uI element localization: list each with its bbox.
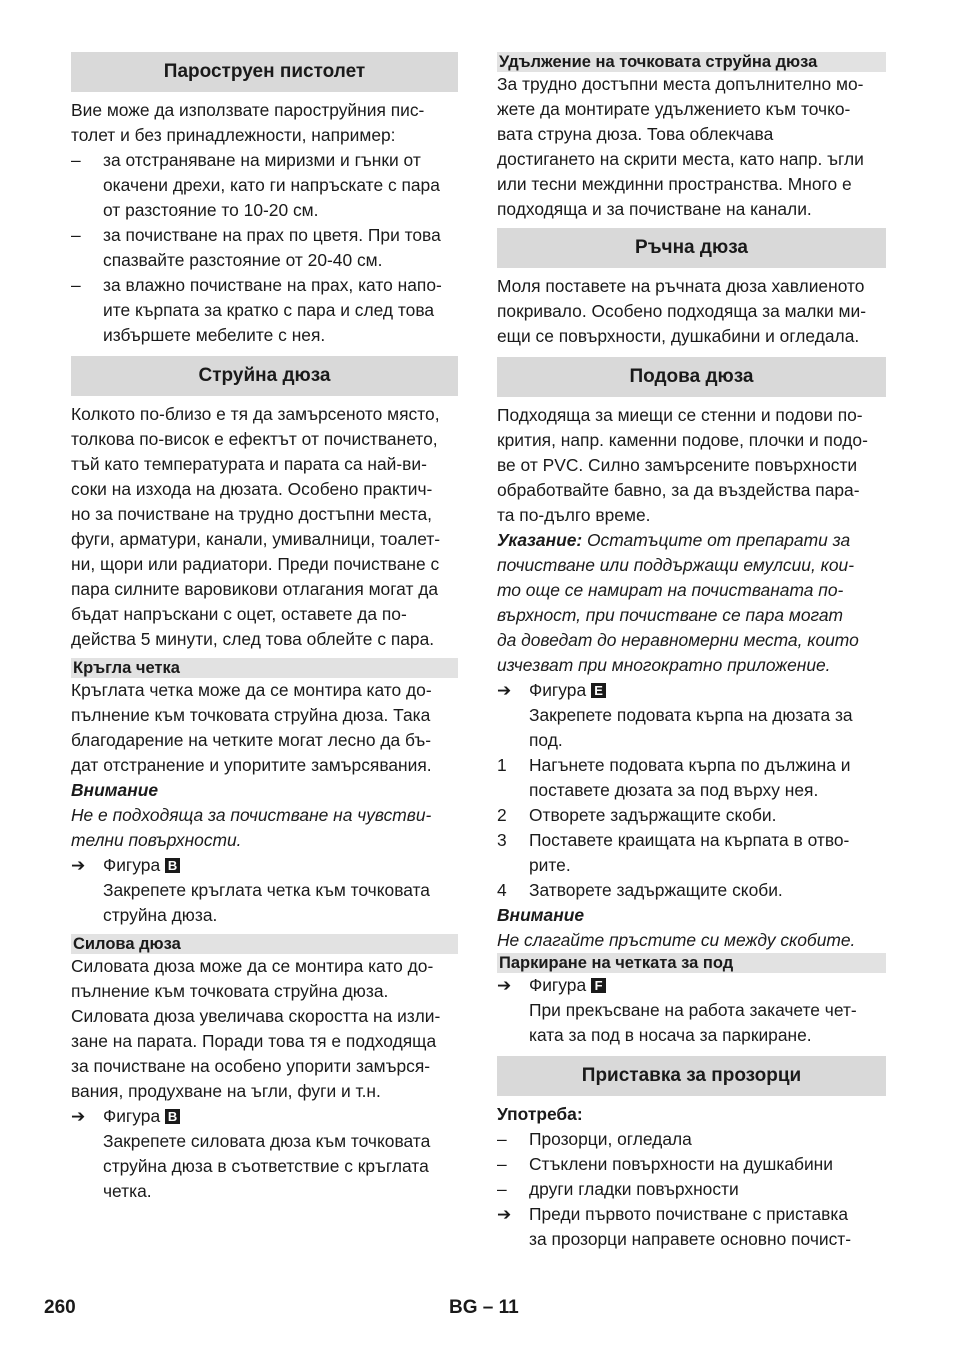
list-item-text: за почистване на прах по цветя. При това спазвайте разстояние от 20-40 см.: [103, 225, 441, 270]
list-item: [497, 1177, 886, 1202]
step-item: [497, 803, 886, 828]
dash-marker: –: [497, 1179, 507, 1199]
figure-reference: [497, 678, 886, 703]
figure-badge: E: [591, 683, 606, 698]
dash-marker: –: [71, 225, 81, 245]
figure-reference: [71, 1104, 458, 1129]
dash-marker: –: [71, 150, 81, 170]
list-item-text: за влажно почистване на прах, като напо- ите кърпата за кратко с пара и след това избършете мебелите с нея.: [103, 275, 442, 345]
dash-marker: –: [71, 275, 81, 295]
section-reference: BG – 11: [449, 1297, 519, 1318]
arrow-icon: ➔: [497, 1205, 512, 1224]
left-column: [71, 52, 458, 1204]
heading-window-attachment: Приставка за прозорци: [497, 1056, 886, 1096]
list-item: [71, 148, 458, 223]
figure-label: Фигура: [103, 1106, 161, 1126]
step-item: [497, 828, 886, 878]
step-text: Отворете задържащите скоби.: [529, 805, 777, 825]
instruction: [71, 878, 458, 928]
hand-nozzle-body: Моля поставете на ръчната дюза хавлиеното покривало. Особено подходяща за малки ми- ещи се повърхности, душкабини и огледала.: [497, 276, 866, 346]
figure-reference: [497, 973, 886, 998]
step-text: Поставете краищата на кърпата в отво- рите.: [529, 830, 850, 875]
page-number: 260: [44, 1297, 76, 1318]
step-item: [497, 753, 886, 803]
list-item-text: Прозорци, огледала: [529, 1129, 692, 1149]
step-text: Нагънете подовата кърпа по дължина и поставете дюзата за под върху нея.: [529, 755, 851, 800]
dash-marker: –: [497, 1154, 507, 1174]
figure-badge: F: [591, 978, 606, 993]
nozzle-extension-body: За трудно достъпни места допълнително мо- жете да монтирате удължението към точко- вата струна дюза. Това облекчава достигането на скрити места, като напр. ъгли или тесни междинни пространства. Много е подходяща и за почистване на канали.: [497, 74, 864, 219]
step-number: 4: [497, 880, 507, 900]
list-item: [71, 223, 458, 273]
warning-text: Не слагайте пръстите си между скобите.: [497, 930, 856, 950]
figure-label: Фигура: [529, 975, 587, 995]
heading-hand-nozzle: Ръчна дюза: [497, 228, 886, 268]
heading-power-nozzle: Силова дюза: [71, 934, 458, 954]
instruction: [497, 703, 886, 753]
steam-gun-list: [71, 148, 458, 348]
heading-brush-parking: Паркиране на четката за под: [497, 953, 886, 973]
usage-label: Употреба:: [497, 1104, 583, 1124]
instruction-text: Преди първото почистване с приставка за прозорци направете основно почист-: [529, 1204, 852, 1249]
instruction-text: При прекъсване на работа закачете чет- ката за под в носача за паркиране.: [529, 1000, 857, 1045]
instruction-text: Закрепете подовата кърпа на дюзата за под.: [529, 705, 853, 750]
step-text: Затворете задържащите скоби.: [529, 880, 783, 900]
right-column: [497, 52, 886, 1252]
step-number: 3: [497, 830, 507, 850]
instruction: [71, 1129, 458, 1204]
instruction: [497, 998, 886, 1048]
dash-marker: –: [497, 1129, 507, 1149]
heading-jet-nozzle: Струйна дюза: [71, 356, 458, 396]
heading-round-brush: Кръгла четка: [71, 658, 458, 678]
warning-title: Внимание: [71, 780, 159, 800]
usage-list: [497, 1127, 886, 1202]
arrow-icon: ➔: [71, 856, 86, 875]
power-nozzle-body: Силовата дюза може да се монтира като до- пълнение към точковата струйна дюза. Силовата дюза увеличава скоростта на изли- зане на парата. Поради това тя е подходяща за почистване на особено упорити замърся- вания, продухване на ъгли, фуги и т.н.: [71, 956, 441, 1101]
round-brush-body: Кръглата четка може да се монтира като до- пълнение към точковата струйна дюза. Така благодарение на четките могат лесно да бъ- дат отстранение и упоритите замърсявания.: [71, 680, 432, 775]
figure-badge: B: [165, 858, 180, 873]
list-item: [71, 273, 458, 348]
step-number: 1: [497, 755, 507, 775]
heading-floor-nozzle: Подова дюза: [497, 357, 886, 397]
list-item-text: за отстраняване на миризми и гънки от окачени дрехи, като ги напръскате с пара от разстояние то 10-20 см.: [103, 150, 440, 220]
figure-label: Фигура: [103, 855, 161, 875]
heading-nozzle-extension: Удължение на точковата струйна дюза: [497, 52, 886, 72]
note-paragraph: [497, 528, 886, 678]
jet-nozzle-body: Колкото по-близо е тя да замърсеното място, толкова по-висок е ефектът от почистването, тъй като температурата и парата са най-ви- соки на изхода на дюзата. Особено практич- но за почистване на трудно достъпни места, фуги, арматури, канали, умивалници, тоалет- ни, щори или радиатори. Преди почистване с пара силните варовикови отлагания могат да бъдат напръскани с оцет, оставете да по- действа 5 минути, след това облейте с пара.: [71, 404, 441, 649]
instruction-text: Закрепете силовата дюза към точковата струйна дюза в съответствие с кръглата четка.: [103, 1131, 431, 1201]
step-list: [497, 753, 886, 903]
floor-nozzle-body: Подходяща за миещи се стенни и подови по- крития, напр. каменни подове, плочки и подо- ве от PVC. Силно замърсените повърхности обработвайте бавно, за да въздейства пара- та по-дълго време.: [497, 405, 868, 525]
arrow-icon: ➔: [497, 681, 512, 700]
list-item: [497, 1152, 886, 1177]
figure-badge: B: [165, 1109, 180, 1124]
step-number: 2: [497, 805, 507, 825]
warning-title: Внимание: [497, 905, 585, 925]
list-item-text: други гладки повърхности: [529, 1179, 739, 1199]
warning-text: Не е подходяща за почистване на чувстви- телни повърхности.: [71, 805, 432, 850]
heading-steam-gun: Пароструен пистолет: [71, 52, 458, 92]
note-label: Указание:: [497, 530, 583, 550]
list-item: [497, 1127, 886, 1152]
arrow-icon: ➔: [497, 976, 512, 995]
note-text: Остатъците от препарати за почистване или поддържащи емулсии, кои- то още се намират на почистваната по- върхност, при почистване се пара могат да доведат до неравномерни места, които изчезват при многократно приложение.: [497, 530, 859, 675]
arrow-icon: ➔: [71, 1107, 86, 1126]
figure-reference: [71, 853, 458, 878]
instruction: [497, 1202, 886, 1252]
steam-gun-intro: Вие може да използвате пароструйния пис- толет и без принадлежности, например:: [71, 100, 425, 145]
step-item: [497, 878, 886, 903]
instruction-text: Закрепете кръглата четка към точковата струйна дюза.: [103, 880, 430, 925]
figure-label: Фигура: [529, 680, 587, 700]
list-item-text: Стъклени повърхности на душкабини: [529, 1154, 833, 1174]
